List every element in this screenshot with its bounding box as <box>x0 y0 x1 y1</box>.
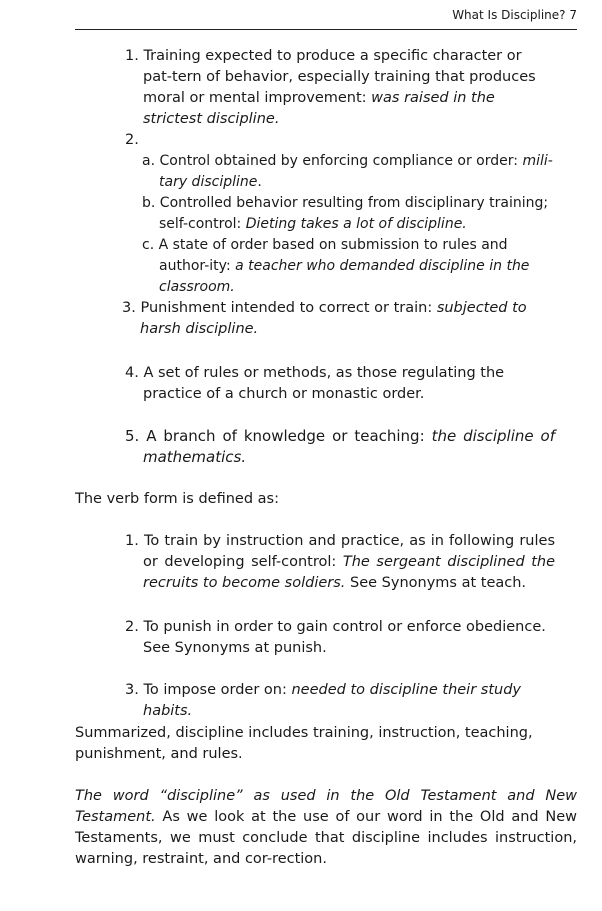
definition-number: 3. <box>122 300 136 316</box>
noun-definition-1 <box>125 46 555 130</box>
definition-number: 4. <box>125 365 139 381</box>
definition-example: subjected to harsh discipline. <box>140 300 527 337</box>
verb-definition-3 <box>125 680 573 722</box>
running-header: What Is Discipline? 7 <box>452 8 577 22</box>
header-rule <box>75 29 577 30</box>
sub-letter: c. <box>142 237 155 253</box>
definition-text: Punishment intended to correct or train: <box>140 300 437 316</box>
sub-example: mili-tary discipline <box>159 153 553 190</box>
sub-definition-b <box>142 193 554 235</box>
definition-example: The sergeant disciplined the recruits to become soldiers. <box>143 554 556 591</box>
verb-intro: The verb form is defined as: <box>75 491 279 507</box>
definition-text: To punish in order to gain control or enforce obedience. See Synonyms at punish. <box>143 619 546 656</box>
definition-text: To train by instruction and practice, as in following rules or developing self-control: <box>143 533 555 570</box>
sub-after: . <box>257 174 262 190</box>
definition-text: To impose order on: <box>143 682 292 698</box>
definition-number: 2. <box>125 619 139 635</box>
definition-example: the discipline of mathematics. <box>143 427 555 466</box>
sub-text: Controlled behavior resulting from disciplinary training; self-control: <box>159 195 549 232</box>
sub-text: Control obtained by enforcing compliance or order: <box>159 153 523 169</box>
sub-example: a teacher who demanded discipline in the classroom. <box>159 258 530 295</box>
sub-definition-c <box>142 235 554 298</box>
definition-text: Training expected to produce a specific character or pat-tern of behavior, especially training that produces moral or mental improvement: <box>143 48 536 106</box>
noun-definition-2-number <box>125 130 139 151</box>
definition-number: 1. <box>125 48 139 64</box>
definition-example: needed to discipline their study habits. <box>143 682 521 719</box>
sub-letter: a. <box>142 153 156 169</box>
definition-text: A set of rules or methods, as those regulating the practice of a church or monastic order. <box>143 365 505 402</box>
definition-after: See Synonyms at teach. <box>345 575 527 591</box>
definition-text: A branch of knowledge or teaching: <box>146 427 432 445</box>
sub-example: Dieting takes a lot of discipline. <box>245 216 467 232</box>
sub-definition-a <box>142 151 554 193</box>
verb-definition-1 <box>125 531 555 594</box>
definition-example: was raised in the strictest discipline. <box>143 90 495 127</box>
noun-definition-3 <box>122 298 555 340</box>
verb-definition-2 <box>125 617 555 659</box>
definition-number: 5. <box>125 427 140 445</box>
noun-definition-5 <box>125 426 555 468</box>
definition-number: 1. <box>125 533 139 549</box>
definition-number: 2. <box>125 132 139 148</box>
sub-text: A state of order based on submission to rules and author-ity: <box>158 237 508 274</box>
closing-lead: The word “discipline” as used in the Old Testament and New Testament. <box>75 788 577 825</box>
closing-paragraph <box>75 786 577 870</box>
sub-letter: b. <box>142 195 156 211</box>
summary-paragraph: Summarized, discipline includes training, instruction, teaching, punishment, and rules. <box>75 725 533 762</box>
definition-number: 3. <box>125 682 139 698</box>
noun-definition-4 <box>125 363 555 405</box>
closing-text: As we look at the use of our word in the Old and New Testaments, we must conclude that discipline includes instruction, warning, restraint, and cor-rection. <box>75 809 577 867</box>
